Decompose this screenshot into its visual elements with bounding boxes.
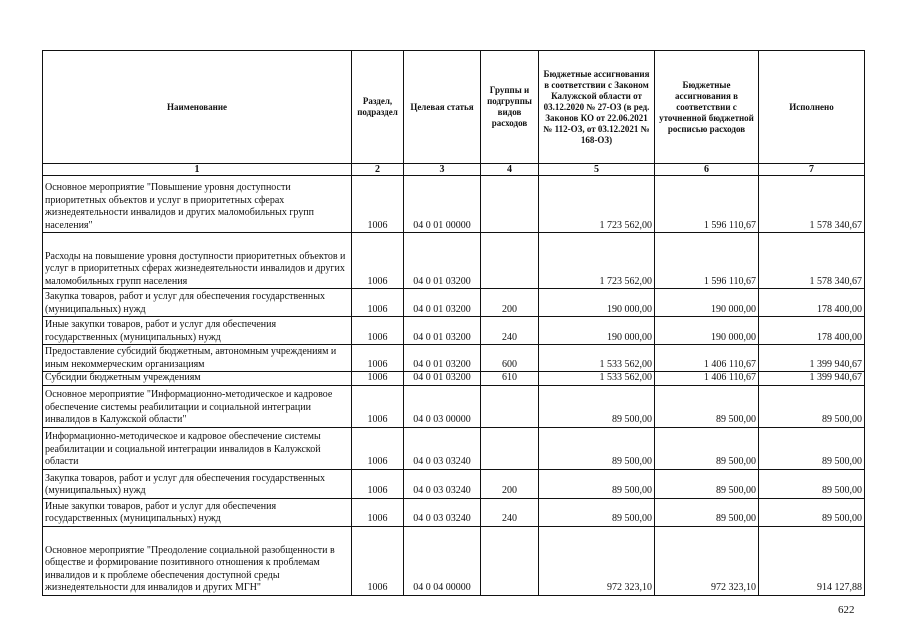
row-law-budget: 89 500,00 — [539, 498, 655, 526]
row-group: 240 — [481, 317, 539, 345]
row-section: 1006 — [352, 372, 404, 386]
row-name: Закупка товаров, работ и услуг для обеспечения государственных (муниципальных) нужд — [43, 469, 352, 498]
row-section: 1006 — [352, 176, 404, 233]
header-row — [43, 51, 865, 164]
row-group — [481, 385, 539, 427]
row-law-budget: 190 000,00 — [539, 289, 655, 317]
row-name: Основное мероприятие "Преодоление социальной разобщенности в обществе и формирование позитивного отношения к проблемам инвалидов и к проблеме обеспечения доступной среды жизнедеятельности для инвалидов и других МГН" — [43, 526, 352, 595]
header-name: Наименование — [43, 51, 352, 164]
row-section: 1006 — [352, 317, 404, 345]
row-name: Основное мероприятие "Повышение уровня доступности приоритетных объектов и услуг в приоритетных сферах жизнедеятельности инвалидов и других маломобильных групп населения" — [43, 176, 352, 233]
row-name: Информационно-методическое и кадровое обеспечение системы реабилитации и социальной интеграции инвалидов в Калужской области — [43, 427, 352, 469]
row-name: Предоставление субсидий бюджетным, автономным учреждениям и иным некоммерческим организациям — [43, 345, 352, 372]
row-group: 610 — [481, 372, 539, 386]
page-number: 622 — [838, 604, 855, 616]
row-target: 04 0 03 03240 — [404, 498, 481, 526]
table-row — [43, 289, 865, 317]
row-law-budget: 89 500,00 — [539, 427, 655, 469]
column-number: 4 — [481, 164, 539, 176]
row-name: Основное мероприятие "Информационно-методическое и кадровое обеспечение системы реабилитации и социальной интеграции инвалидов в Калужской области" — [43, 385, 352, 427]
table-row — [43, 498, 865, 526]
row-target: 04 0 03 03240 — [404, 427, 481, 469]
row-refined-budget: 1 406 110,67 — [655, 372, 759, 386]
column-number: 5 — [539, 164, 655, 176]
row-section: 1006 — [352, 345, 404, 372]
table-row — [43, 176, 865, 233]
header-executed: Исполнено — [759, 51, 865, 164]
row-section: 1006 — [352, 526, 404, 595]
row-group — [481, 176, 539, 233]
row-target: 04 0 01 03200 — [404, 372, 481, 386]
row-section: 1006 — [352, 233, 404, 289]
row-name: Иные закупки товаров, работ и услуг для обеспечения государственных (муниципальных) нужд — [43, 498, 352, 526]
table-row — [43, 385, 865, 427]
row-group — [481, 427, 539, 469]
row-executed: 1 578 340,67 — [759, 176, 865, 233]
row-executed: 89 500,00 — [759, 469, 865, 498]
row-name: Иные закупки товаров, работ и услуг для обеспечения государственных (муниципальных) нужд — [43, 317, 352, 345]
column-number: 7 — [759, 164, 865, 176]
row-target: 04 0 01 03200 — [404, 289, 481, 317]
row-group: 200 — [481, 469, 539, 498]
row-target: 04 0 01 03200 — [404, 317, 481, 345]
column-number: 6 — [655, 164, 759, 176]
row-refined-budget: 1 596 110,67 — [655, 176, 759, 233]
row-law-budget: 190 000,00 — [539, 317, 655, 345]
row-target: 04 0 01 00000 — [404, 176, 481, 233]
row-law-budget: 89 500,00 — [539, 469, 655, 498]
table-row — [43, 469, 865, 498]
row-law-budget: 89 500,00 — [539, 385, 655, 427]
row-law-budget: 1 723 562,00 — [539, 233, 655, 289]
column-number: 1 — [43, 164, 352, 176]
header-section: Раздел, подраздел — [352, 51, 404, 164]
row-executed: 1 399 940,67 — [759, 345, 865, 372]
row-name: Субсидии бюджетным учреждениям — [43, 372, 352, 386]
row-section: 1006 — [352, 427, 404, 469]
row-refined-budget: 89 500,00 — [655, 427, 759, 469]
row-target: 04 0 03 00000 — [404, 385, 481, 427]
row-law-budget: 1 723 562,00 — [539, 176, 655, 233]
column-number: 3 — [404, 164, 481, 176]
row-refined-budget: 1 596 110,67 — [655, 233, 759, 289]
row-refined-budget: 89 500,00 — [655, 498, 759, 526]
table-row — [43, 427, 865, 469]
row-group — [481, 233, 539, 289]
header-groups: Группы и подгруппы видов расходов — [481, 51, 539, 164]
row-target: 04 0 04 00000 — [404, 526, 481, 595]
row-group: 240 — [481, 498, 539, 526]
row-target: 04 0 01 03200 — [404, 345, 481, 372]
table-row — [43, 317, 865, 345]
header-refined-budget: Бюджетные ассигнования в соответствии с уточненной бюджетной росписью расходов — [655, 51, 759, 164]
row-name: Расходы на повышение уровня доступности приоритетных объектов и услуг в приоритетных сферах жизнедеятельности инвалидов и других маломобильных групп населения — [43, 233, 352, 289]
row-executed: 1 578 340,67 — [759, 233, 865, 289]
column-number: 2 — [352, 164, 404, 176]
row-section: 1006 — [352, 498, 404, 526]
row-refined-budget: 972 323,10 — [655, 526, 759, 595]
row-law-budget: 1 533 562,00 — [539, 345, 655, 372]
row-executed: 178 400,00 — [759, 289, 865, 317]
header-law-budget: Бюджетные ассигнования в соответствии с Законом Калужской области от 03.12.2020 № 27-ОЗ (в ред. Законов КО от 22.06.2021 № 112-ОЗ, от 03.12.2021 № 168-ОЗ) — [539, 51, 655, 164]
row-refined-budget: 89 500,00 — [655, 385, 759, 427]
row-law-budget: 1 533 562,00 — [539, 372, 655, 386]
row-target: 04 0 03 03240 — [404, 469, 481, 498]
table-row — [43, 372, 865, 386]
row-section: 1006 — [352, 289, 404, 317]
row-section: 1006 — [352, 469, 404, 498]
table-row — [43, 233, 865, 289]
header-target: Целевая статья — [404, 51, 481, 164]
row-refined-budget: 190 000,00 — [655, 289, 759, 317]
table-row — [43, 526, 865, 595]
budget-table — [42, 50, 865, 596]
row-executed: 1 399 940,67 — [759, 372, 865, 386]
row-executed: 178 400,00 — [759, 317, 865, 345]
row-refined-budget: 1 406 110,67 — [655, 345, 759, 372]
row-executed: 89 500,00 — [759, 385, 865, 427]
row-executed: 89 500,00 — [759, 498, 865, 526]
table-row — [43, 345, 865, 372]
row-executed: 914 127,88 — [759, 526, 865, 595]
row-executed: 89 500,00 — [759, 427, 865, 469]
row-refined-budget: 190 000,00 — [655, 317, 759, 345]
row-group — [481, 526, 539, 595]
row-section: 1006 — [352, 385, 404, 427]
row-name: Закупка товаров, работ и услуг для обеспечения государственных (муниципальных) нужд — [43, 289, 352, 317]
column-number-row — [43, 164, 865, 176]
row-group: 200 — [481, 289, 539, 317]
row-refined-budget: 89 500,00 — [655, 469, 759, 498]
row-law-budget: 972 323,10 — [539, 526, 655, 595]
row-target: 04 0 01 03200 — [404, 233, 481, 289]
row-group: 600 — [481, 345, 539, 372]
